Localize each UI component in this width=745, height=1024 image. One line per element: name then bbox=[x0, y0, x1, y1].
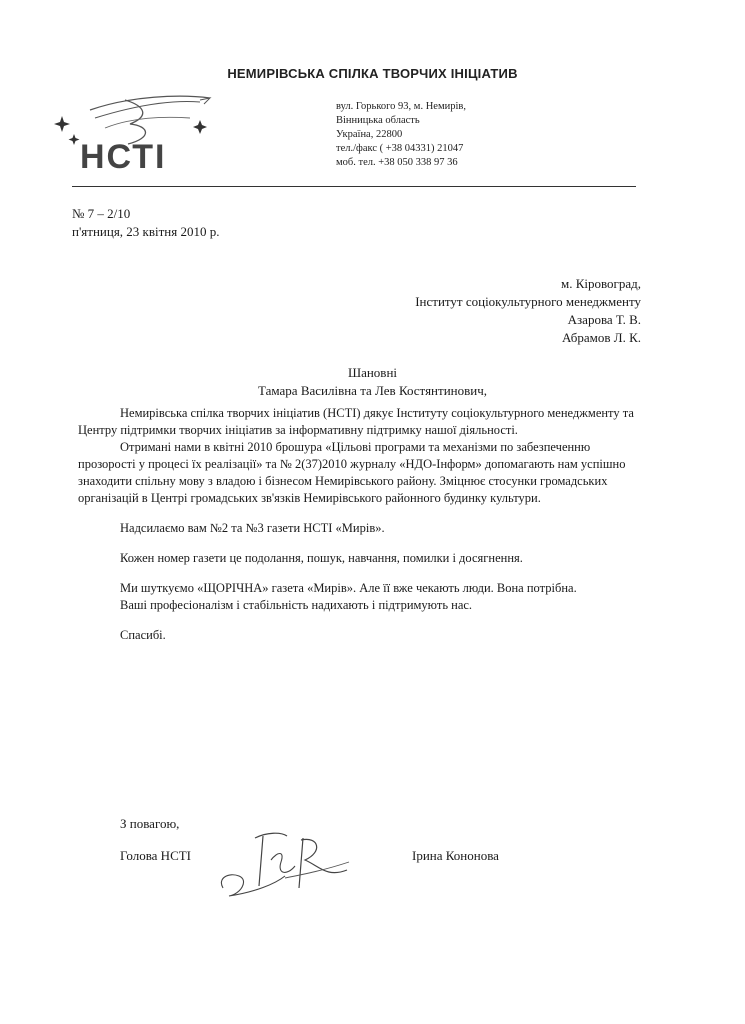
recipient-block bbox=[415, 275, 641, 347]
logo-swoosh-icon bbox=[90, 96, 210, 110]
body-paragraph: Немирівська спілка творчих ініціатив (НСТІ) дякує Інституту соціокультурного менеджменту та Центру підтримки творчих ініціатив за інформативну підтримку нашої діяльності. bbox=[78, 406, 634, 437]
body-paragraph: Отримані нами в квітні 2010 брошура «Цільові програми та механізми по забезпеченню прозорості у процесі їх реалізації» та № 2(37)2010 журналу «НДО-Інформ» допомагають нам успішно знаходити спільну мову з владою і бізнесом Немирівського району. Зміцнює стосунки громадських організацій в Центрі громадських зв'язків Немирівського районного будинку культури. bbox=[78, 440, 626, 505]
address-line: тел./факс ( +38 04331) 21047 bbox=[336, 143, 464, 154]
salutation-line: Шановні bbox=[347, 365, 398, 380]
address-block bbox=[336, 100, 466, 170]
body-paragraph: Спасибі. bbox=[120, 628, 166, 642]
star-icon bbox=[193, 120, 207, 134]
recipient-person: Абрамов Л. К. bbox=[562, 330, 641, 345]
letter-date: п'ятниця, 23 квітня 2010 р. bbox=[72, 224, 220, 239]
signer-name: Ірина Кононова bbox=[412, 848, 499, 863]
recipient-institution: Інститут соціокультурного менеджменту bbox=[415, 294, 641, 309]
handwritten-signature bbox=[215, 826, 355, 904]
address-line: моб. тел. +38 050 338 97 36 bbox=[336, 157, 458, 168]
header-divider bbox=[72, 186, 636, 187]
recipient-city: м. Кіровоград, bbox=[560, 276, 641, 291]
signer-title: Голова НСТІ bbox=[120, 848, 192, 863]
body-paragraph: Кожен номер газети це подолання, пошук, навчання, помилки і досягнення. bbox=[120, 551, 523, 565]
salutation bbox=[0, 364, 745, 400]
org-name: НЕМИРІВСЬКА СПІЛКА ТВОРЧИХ ІНІЦІАТИВ bbox=[227, 66, 518, 81]
letter-meta bbox=[72, 205, 220, 241]
body-paragraph: Надсилаємо вам №2 та №3 газети НСТІ «Мирів». bbox=[120, 521, 385, 535]
letter-number: № 7 – 2/10 bbox=[72, 206, 131, 221]
body-paragraph: Ваші професіоналізм і стабільність надихають і підтримують нас. bbox=[120, 598, 473, 612]
org-logo bbox=[50, 88, 220, 178]
body-paragraph: Ми шуткуємо «ЩОРІЧНА» газета «Мирів». Але її вже чекають люди. Вона потрібна. bbox=[120, 581, 577, 595]
star-icon bbox=[69, 134, 80, 145]
address-line: Вінницька область bbox=[336, 115, 420, 126]
logo-text: НСТІ bbox=[80, 138, 167, 176]
star-icon bbox=[54, 116, 70, 132]
closing-phrase: З повагою, bbox=[120, 816, 180, 831]
address-line: вул. Горького 93, м. Немирів, bbox=[336, 101, 466, 112]
salutation-line: Тамара Василівна та Лев Костянтинович, bbox=[258, 383, 487, 398]
recipient-person: Азарова Т. В. bbox=[567, 312, 641, 327]
letter-body bbox=[78, 405, 638, 644]
address-line: Україна, 22800 bbox=[336, 129, 403, 140]
